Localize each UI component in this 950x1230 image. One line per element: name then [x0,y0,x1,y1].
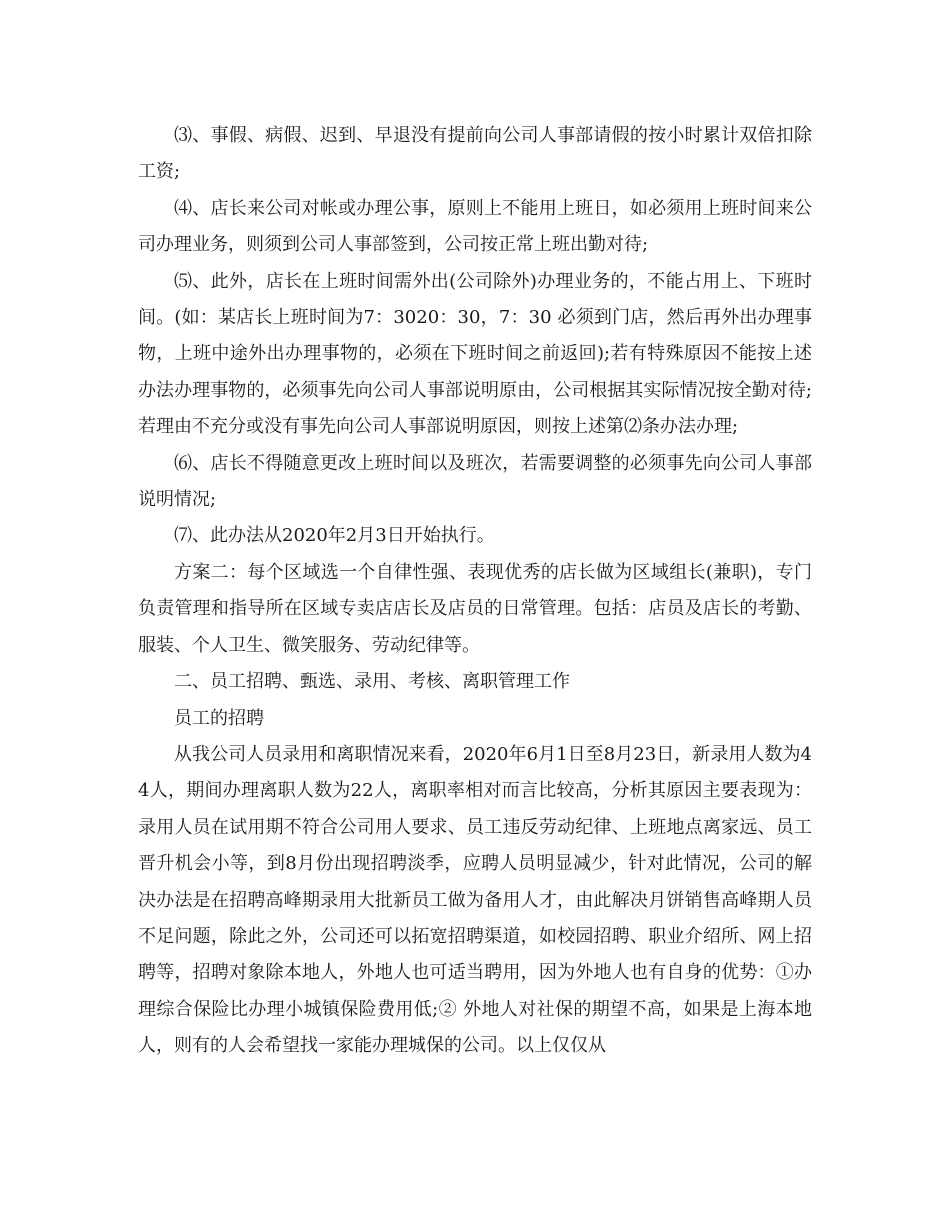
paragraph-item-7: ⑺、此办法从2020年2月3日开始执行。 [174,525,495,547]
paragraph-item-4: ⑷、店长来公司对帐或办理公事，原则上不能用上班日，如必须用上班时间来公司办理业务，则须到公司人事部签到，公司按正常上班出勤对待; [138,197,812,256]
subheading-employee-recruitment: 员工的招聘 [174,707,264,729]
paragraph-item-3: ⑶、事假、病假、迟到、早退没有提前向公司人事部请假的按小时累计双倍扣除工资; [138,125,812,183]
paragraph-item-6: ⑹、店长不得随意更改上班时间以及班次，若需要调整的必须事先向公司人事部说明情况; [138,452,812,511]
section-heading-recruitment: 二、员工招聘、甄选、录用、考核、离职管理工作 [174,671,570,693]
paragraph-recruitment-analysis: 从我公司人员录用和离职情况来看，2020年6月1日至8月23日，新录用人数为44人，期间办理离职人数为22人，离职率相对而言比较高，分析其原因主要表现为：录用人员在试用期不符合公司用人要求、员工违反劳动纪律、上班地点离家远、员工晋升机会小等，到8月份出现招聘淡季，应聘人员明显减少，针对此情况，公司的解决办法是在招聘高峰期录用大批新员工做为备用人才，由此解决月饼销售高峰期人员不足问题，除此之外，公司还可以拓宽招聘渠道，如校园招聘、职业介绍所、网上招聘等，招聘对象除本地人，外地人也可适当聘用，因为外地人也有自身的优势：①办理综合保险比办理小城镇保险费用低;② 外地人对社保的期望不高，如果是上海本地人，则有的人会希望找一家能办理城保的公司。以上仅仅从 [138,743,812,1057]
paragraph-plan-two: 方案二：每个区域选一个自律性强、表现优秀的店长做为区域组长(兼职)，专门负责管理和指导所在区域专卖店店长及店员的日常管理。包括：店员及店长的考勤、服装、个人卫生、微笑服务、劳动纪律等。 [138,561,812,656]
paragraph-item-5: ⑸、此外，店长在上班时间需外出(公司除外)办理业务的，不能占用上、下班时间。(如：某店长上班时间为7：3020：30，7：30 必须到门店，然后再外出办理事物，上班中途外出办理事物的，必须在下班时间之前返回);若有特殊原因不能按上述办法办理事物的，必须事先向公司人事部说明原由，公司根据其实际情况按全勤对待;若理由不充分或没有事先向公司人事部说明原因，则按上述第⑵条办法办理; [138,270,812,438]
document-body [138,118,812,1065]
